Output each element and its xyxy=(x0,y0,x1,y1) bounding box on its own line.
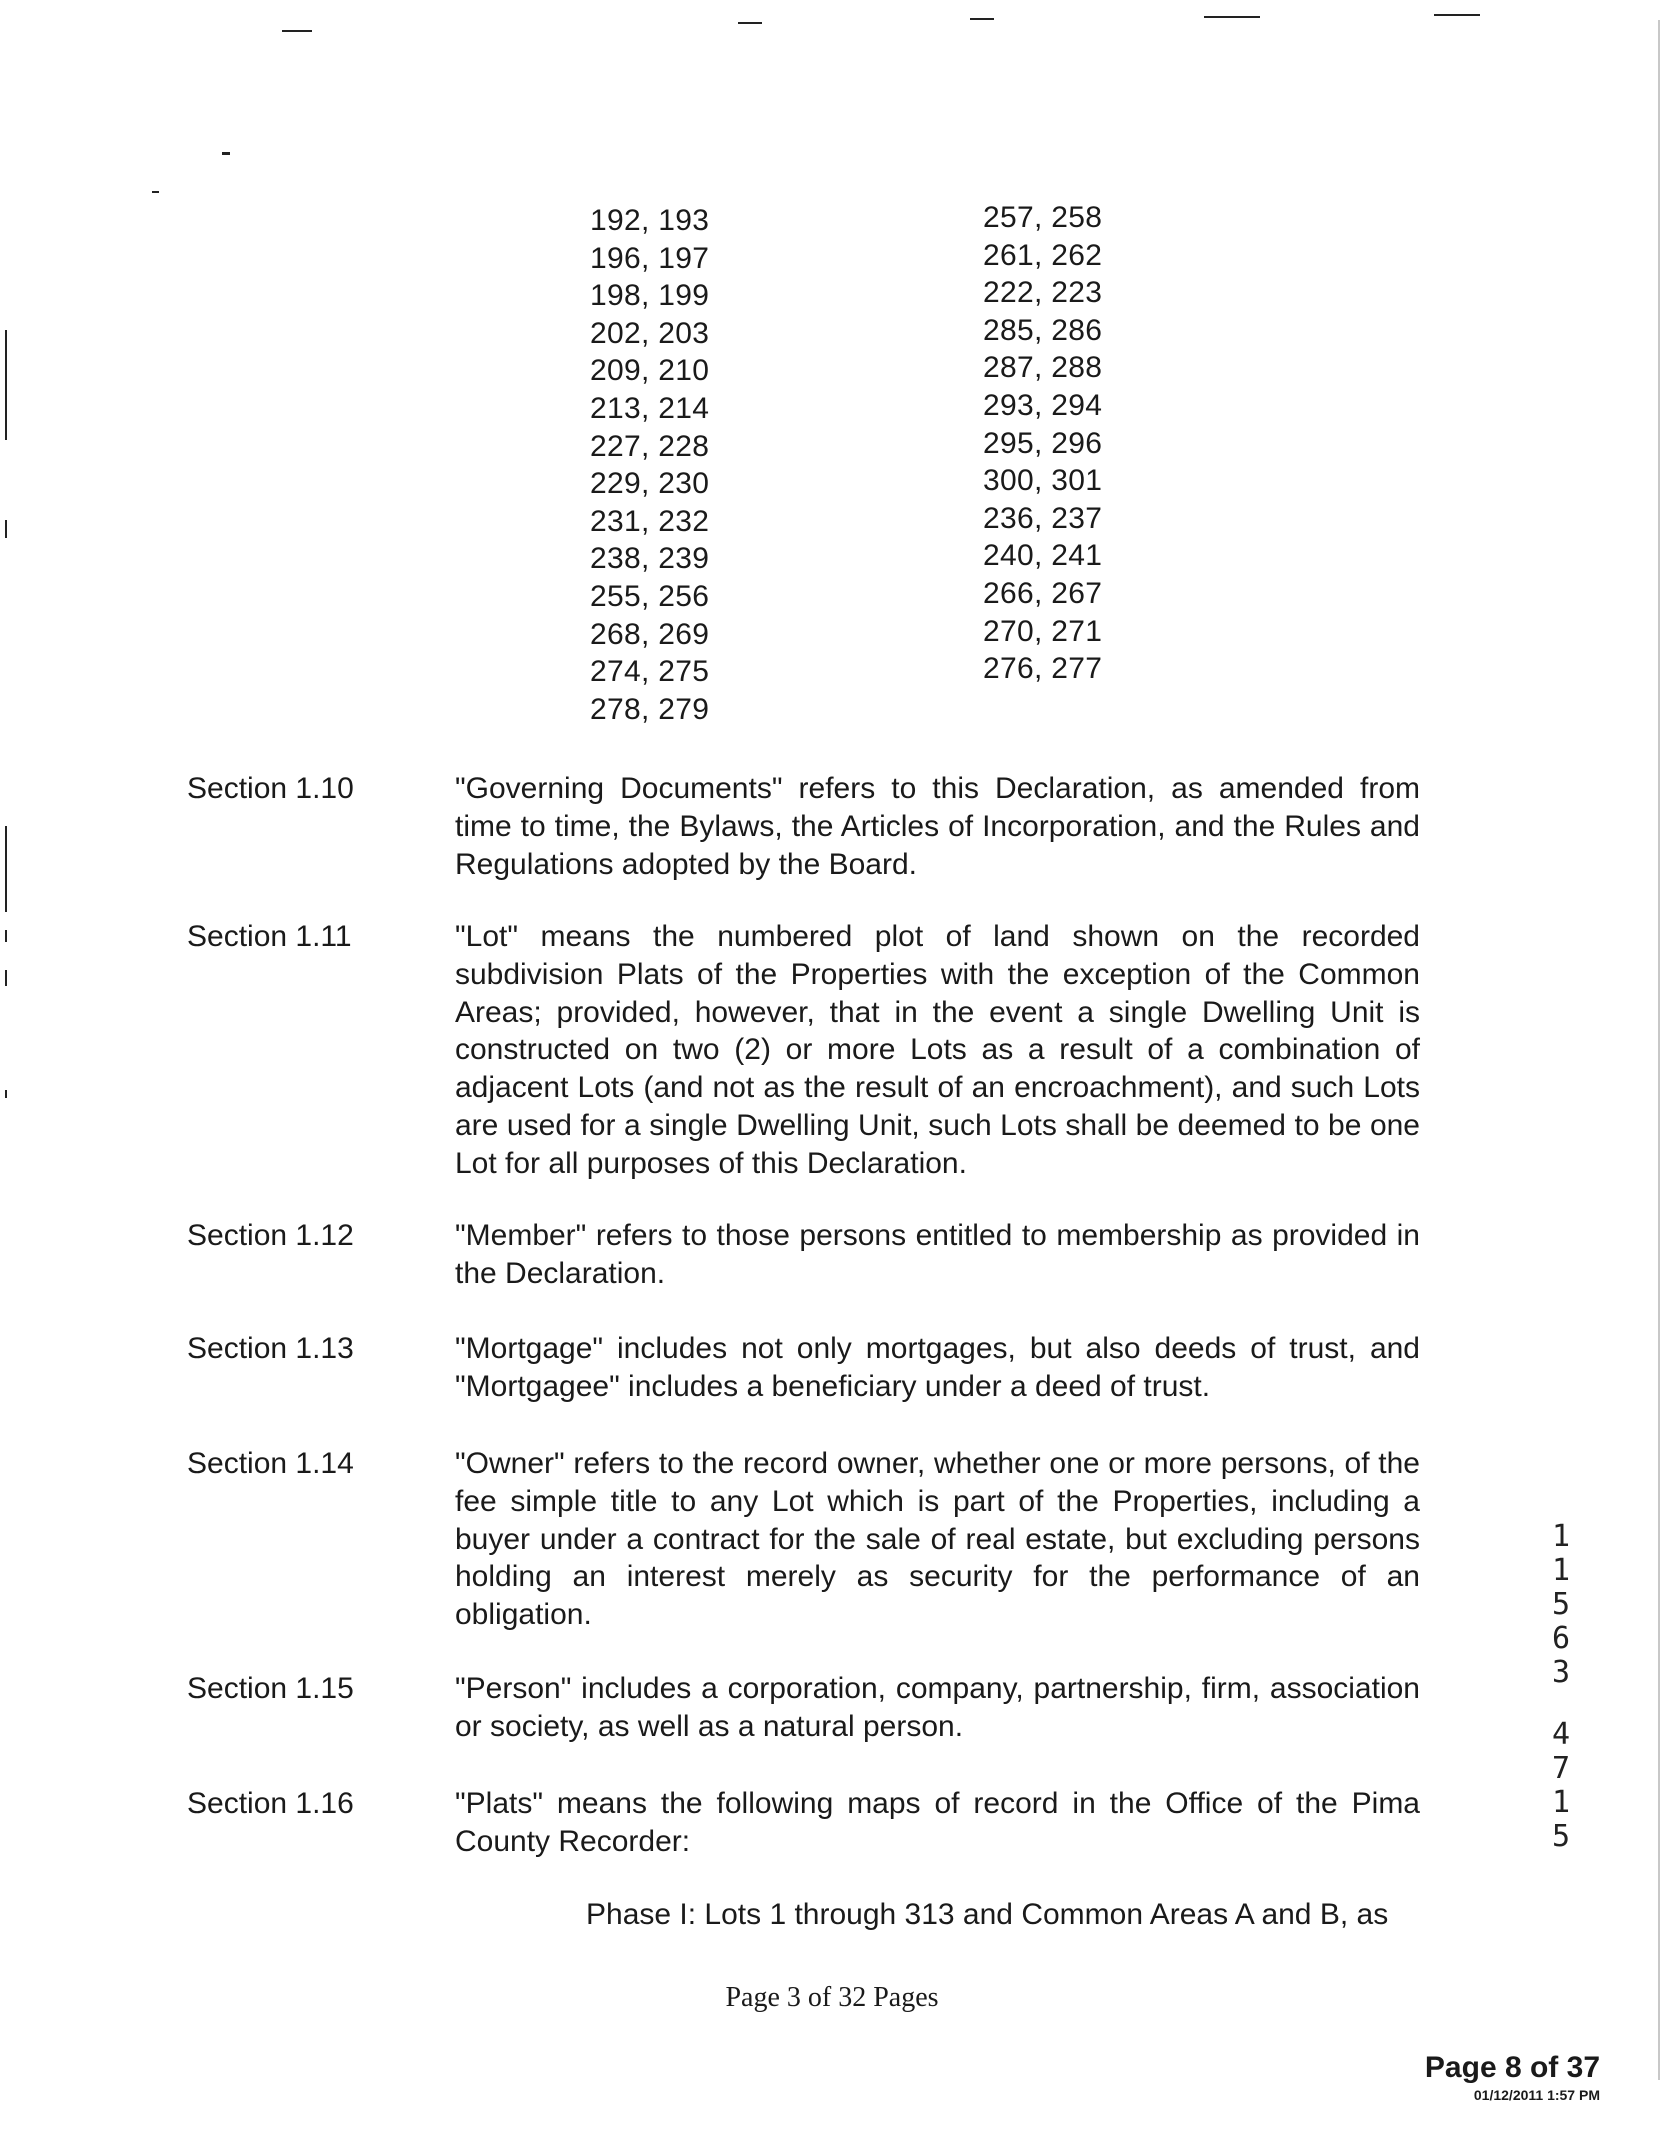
lot-pair: 278, 279 xyxy=(590,692,710,726)
lot-pair: 238, 239 xyxy=(590,542,710,576)
section-label: Section 1.11 xyxy=(187,920,352,953)
lot-pair: 196, 197 xyxy=(590,241,710,275)
recording-digit: 1 xyxy=(1551,1519,1571,1554)
scan-mark xyxy=(282,30,312,32)
lot-pair: 209, 210 xyxy=(590,354,710,388)
lot-pair: 192, 193 xyxy=(590,204,710,237)
recording-digit: 6 xyxy=(1551,1621,1571,1656)
section-text: "Member" refers to those persons entitled to membership as provided in the Declaration. xyxy=(455,1219,1420,1290)
section-label: Section 1.12 xyxy=(187,1219,354,1252)
recorder-timestamp: 01/12/2011 1:57 PM xyxy=(1473,2087,1600,2103)
lot-pair: 231, 232 xyxy=(590,504,710,538)
recorder-page-stamp xyxy=(1425,2051,1600,2103)
recording-digit: 3 xyxy=(1551,1655,1571,1690)
lot-pair: 276, 277 xyxy=(983,652,1103,686)
lot-pair: 295, 296 xyxy=(983,426,1103,460)
scan-mark xyxy=(152,191,159,193)
lot-pair: 240, 241 xyxy=(983,539,1103,573)
lot-pair: 261, 262 xyxy=(983,238,1103,272)
lot-pair: 257, 258 xyxy=(983,201,1103,234)
recording-digit: 1 xyxy=(1551,1785,1571,1820)
phase-description: Phase I: Lots 1 through 313 and Common Areas A and B, as xyxy=(586,1898,1389,1931)
recording-digit: 7 xyxy=(1551,1751,1571,1786)
scan-mark xyxy=(5,826,7,912)
lot-pair: 236, 237 xyxy=(983,501,1103,535)
section-text: "Person" includes a corporation, company, partnership, firm, association or society, as well as a natural person. xyxy=(455,1672,1420,1743)
scan-mark xyxy=(5,520,7,538)
lot-pair: 266, 267 xyxy=(983,576,1103,610)
lots-column-left xyxy=(590,202,709,728)
scan-mark xyxy=(1434,14,1480,16)
recording-digit: 1 xyxy=(1551,1553,1571,1588)
lot-pair: 227, 228 xyxy=(590,429,710,463)
section-text: "Governing Documents" refers to this Declaration, as amended from time to time, the Bylaws, the Articles of Incorporation, and the Rules and Regulations adopted by the Board. xyxy=(455,772,1420,881)
section-label: Section 1.14 xyxy=(187,1447,354,1480)
scan-mark xyxy=(5,930,7,942)
lot-pair: 229, 230 xyxy=(590,467,710,501)
scan-mark xyxy=(1204,16,1260,18)
section-text: "Mortgage" includes not only mortgages, but also deeds of trust, and "Mortgagee" includes a beneficiary under a deed of trust. xyxy=(455,1332,1420,1403)
section-label: Section 1.10 xyxy=(187,772,354,805)
lot-pair: 213, 214 xyxy=(590,391,710,425)
lot-pair: 300, 301 xyxy=(983,464,1103,498)
lot-pair: 198, 199 xyxy=(590,279,710,313)
recording-number xyxy=(1546,1520,1576,1854)
lot-pair: 202, 203 xyxy=(590,316,710,350)
recording-gap xyxy=(1546,1690,1576,1718)
recording-digit: 4 xyxy=(1551,1717,1571,1752)
section-label: Section 1.13 xyxy=(187,1332,354,1365)
section-text: "Plats" means the following maps of record in the Office of the Pima County Recorder: xyxy=(455,1787,1420,1858)
scan-mark xyxy=(5,330,7,440)
section-text: "Owner" refers to the record owner, whether one or more persons, of the fee simple title to any Lot which is part of the Properties, including a buyer under a contract for the sale of real estate, but excluding persons holding an interest merely as security for the performance of an obligation. xyxy=(455,1447,1420,1632)
lot-pair: 270, 271 xyxy=(983,614,1103,648)
scan-mark xyxy=(222,152,230,155)
scan-mark xyxy=(970,18,994,20)
section-label: Section 1.15 xyxy=(187,1672,354,1705)
section-label: Section 1.16 xyxy=(187,1787,354,1820)
scan-mark xyxy=(738,22,762,24)
lot-pair: 268, 269 xyxy=(590,617,710,651)
lot-pair: 222, 223 xyxy=(983,276,1103,310)
lot-pair: 287, 288 xyxy=(983,351,1103,385)
scan-mark xyxy=(1658,20,1660,2080)
recorder-page-number: Page 8 of 37 xyxy=(1424,2051,1600,2084)
scan-mark xyxy=(5,1090,7,1098)
section-text: "Lot" means the numbered plot of land shown on the recorded subdivision Plats of the Properties with the exception of the Common Areas; provided, however, that in the event a single Dwelling Unit is constructed on two (2) or more Lots as a result of a combination of adjacent Lots (and not as the result of an encroachment), and such Lots are used for a single Dwelling Unit, such Lots shall be deemed to be one Lot for all purposes of this Declaration. xyxy=(455,920,1420,1180)
lot-pair: 255, 256 xyxy=(590,579,710,613)
lot-pair: 285, 286 xyxy=(983,313,1103,347)
recording-digit: 5 xyxy=(1551,1819,1571,1854)
scan-mark xyxy=(5,970,7,986)
page-number-footer: Page 3 of 32 Pages xyxy=(725,1982,939,2013)
lots-column-right xyxy=(983,199,1102,688)
lot-pair: 274, 275 xyxy=(590,655,710,689)
recording-digit: 5 xyxy=(1551,1587,1571,1622)
lot-pair: 293, 294 xyxy=(983,388,1103,422)
